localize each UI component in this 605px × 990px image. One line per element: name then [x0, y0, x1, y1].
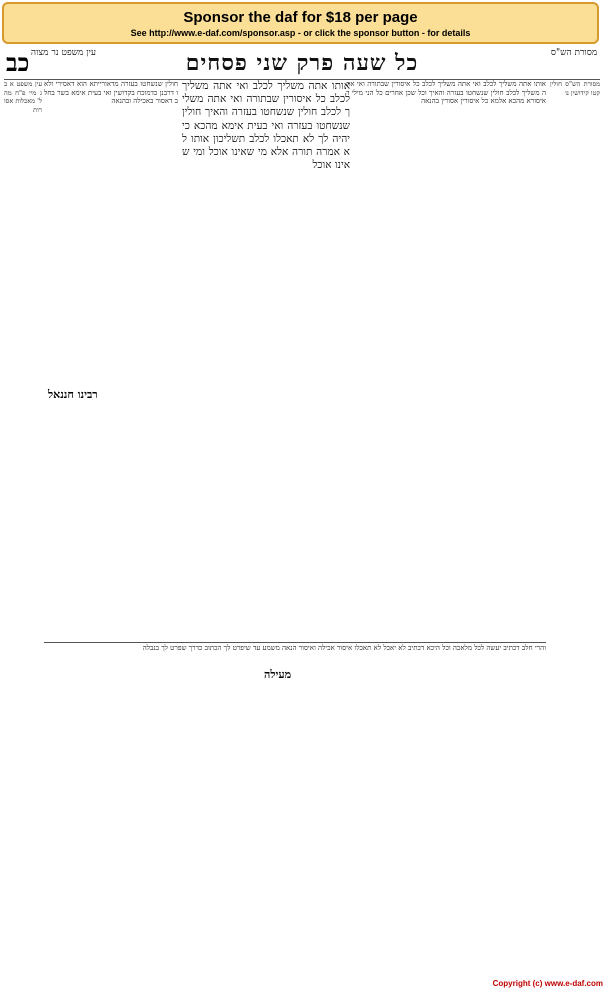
rashi-commentary: אותו אתה משליך לכלב ואי אתה משליך לכלב כל איסורין שבתורה ואי אתה משליך לכלב חולין שנשחטו בעזרה והאיך וכל שכן אחרים כל הני מילי דאיסורא מהכא אלמא כל איסורין אסורין בהנאה — [346, 80, 546, 106]
rabbeinu-chananel-title: רבינו חננאל — [48, 388, 98, 401]
talmud-page — [4, 48, 600, 978]
lower-section-title: מעילה — [264, 668, 292, 681]
copyright-link[interactable]: Copyright (c) www.e-daf.com — [492, 979, 603, 988]
masoret-hashas-column: מסורת הש"ס חולין קטו קידושין נו — [550, 80, 600, 97]
gemara-main-text: אותו אתה משליך לכלב ואי אתה משליך לכלב כל איסורין שבתורה ואי אתה משליך לכלב חולין שנשחטו בעזרה והאיך חולין שנשחטו בעזרה ואי בעית אימא מהכא כי יהיה לך לא תאכלו לכלב תשליכון אותו לא אמרה תורה אלא מי שאינו אוכל ומי שאינו אוכל — [182, 80, 350, 172]
ein-mishpat-heading: עין משפט נר מצוה — [30, 48, 96, 58]
tosafot-commentary: חולין שנשחטו בעזרה מדאורייתא הוא דאסירי ולאו דרבנן כדמוכח בקדושין ואי בעית אימא בשר בחלב דאסור באכילה ובהנאה — [44, 80, 178, 106]
daf-number: כב — [6, 48, 30, 77]
lower-divider — [44, 642, 546, 643]
ein-mishpat-column: עין משפט א ב ג מיי פ"ח מהל' מאכלות אסורות — [4, 80, 42, 114]
sponsor-banner[interactable] — [2, 2, 599, 44]
chapter-heading: כל שעה פרק שני פסחים — [185, 50, 419, 76]
masoret-hashas-heading: מסורת הש"ס — [550, 48, 598, 58]
sponsor-banner-subtitle[interactable]: See http://www.e-daf.com/sponsor.asp - or click the sponsor button - for details — [130, 28, 471, 38]
sponsor-banner-title[interactable]: Sponsor the daf for $18 per page — [183, 9, 418, 26]
footer-notes — [44, 944, 546, 974]
lower-commentary: והרי חלב דכתיב יעשה לכל מלאכה וכל היכא דכתיב לא יאכל לא תאכלו איסור אכילה ואיסור הנאה משמע עד שיפרט לך הכתוב כדרך שפרט לך בנבלה — [142, 644, 546, 652]
